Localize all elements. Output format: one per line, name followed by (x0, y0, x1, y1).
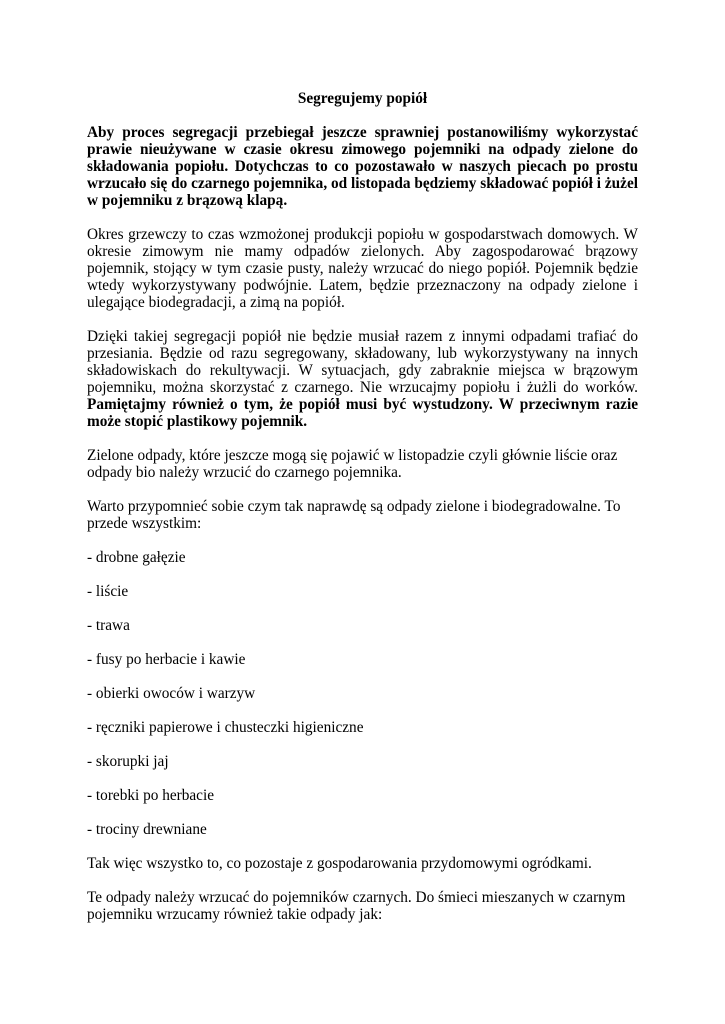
list-item: - trociny drewniane (87, 821, 207, 838)
page-title: Segregujemy popiół (297, 90, 428, 107)
list-item: - torebki po herbacie (87, 787, 214, 804)
list-item: - skorupki jaj (87, 753, 169, 770)
paragraph-heating-season: Okres grzewczy to czas wzmożonej produkcji popiołu w gospodarstwach domowych. W okresie zimowym nie mamy odpadów zielonych. Aby zagospodarować brązowy pojemnik, stojący w tym czasie pusty, należy wrzucać do niego popiół. Pojemnik będzie wtedy wykorzystywany podwójnie. Latem, będzie przeznaczony na odpady zielone i ulegające biodegradacji, a zimą na popiół. (87, 226, 638, 311)
paragraph-black-bins: Te odpady należy wrzucać do pojemników czarnych. Do śmieci mieszanych w czarnym pojemniku wrzucamy również takie odpady jak: (87, 889, 626, 923)
list-item: - trawa (87, 617, 130, 634)
lead-paragraph: Aby proces segregacji przebiegał jeszcze sprawniej postanowiliśmy wykorzystać prawie nieużywane w czasie okresu zimowego pojemniki na odpady zielone do składowania popiołu. Dotychczas to co pozostawało w naszych piecach po prostu wrzucało się do czarnego pojemnika, od listopada będziemy składować popiół i żużel w pojemniku z brązową klapą. (87, 124, 638, 209)
list-item: - fusy po herbacie i kawie (87, 651, 246, 668)
paragraph-summary: Tak więc wszystko to, co pozostaje z gospodarowania przydomowymi ogródkami. (87, 855, 592, 872)
list-item: - ręczniki papierowe i chusteczki higieniczne (87, 719, 364, 736)
waste-list (87, 549, 638, 838)
list-item: - liście (87, 583, 129, 600)
document-body (87, 90, 638, 940)
paragraph-segregation-warning: Pamiętajmy również o tym, że popiół musi być wystudzony. W przeciwnym razie może stopić plastikowy pojemnik. (87, 396, 638, 430)
list-item: - drobne gałęzie (87, 549, 186, 566)
paragraph-segregation (87, 328, 638, 430)
paragraph-green-waste: Zielone odpady, które jeszcze mogą się pojawić w listopadzie czyli głównie liście oraz odpady bio należy wrzucić do czarnego pojemnika. (87, 447, 618, 481)
paragraph-segregation-text: Dzięki takiej segregacji popiół nie będzie musiał razem z innymi odpadami trafiać do przesiania. Będzie od razu segregowany, składowany, lub wykorzystywany na innych składowiskach do rekultywacji. W sytuacjach, gdy zabraknie miejsca w brązowym pojemniku, można skorzystać z czarnego. Nie wrzucajmy popiołu i żużli do worków. (87, 328, 638, 396)
paragraph-reminder: Warto przypomnieć sobie czym tak naprawdę są odpady zielone i biodegradowalne. To przede wszystkim: (87, 498, 621, 532)
list-item: - obierki owoców i warzyw (87, 685, 256, 702)
